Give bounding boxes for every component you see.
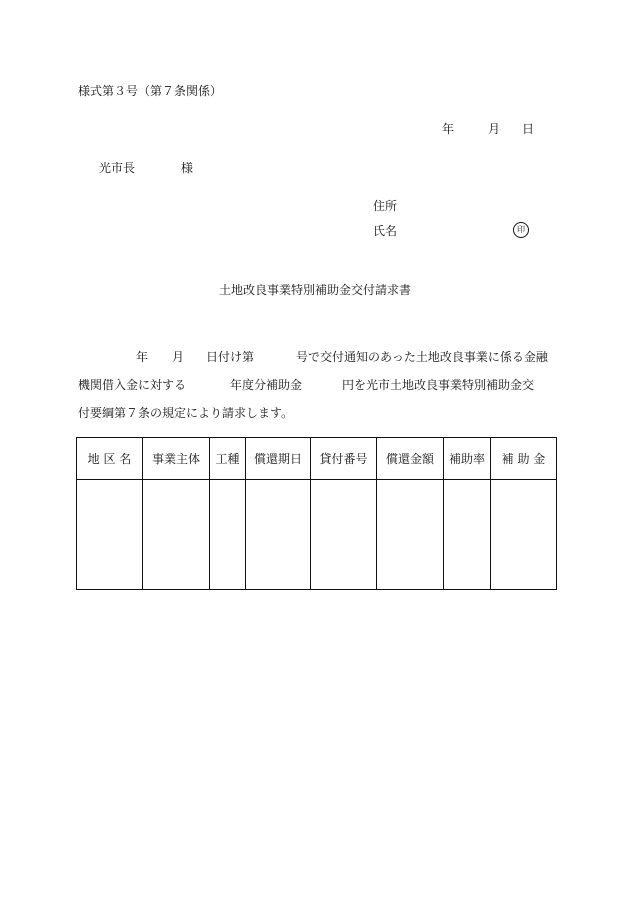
date-line <box>442 122 534 136</box>
header-subsidy-rate: 補助率 <box>444 438 491 480</box>
table-header-row <box>77 438 557 480</box>
cell-subsidy-amount[interactable] <box>491 480 557 590</box>
header-work-type: 工種 <box>210 438 246 480</box>
body-line-2-text: 円を光市土地改良事業特別補助金交 <box>342 378 535 392</box>
cell-repayment-date[interactable] <box>246 480 311 590</box>
form-number: 様式第３号（第７条関係） <box>78 84 223 98</box>
addressee <box>99 161 193 175</box>
address-label: 住所 <box>373 199 398 213</box>
body-date-number-label: 日付け第 <box>206 350 255 364</box>
header-district: 地 区 名 <box>77 438 143 480</box>
date-month-label: 月 <box>488 122 501 136</box>
document-title: 土地改良事業特別補助金交付請求書 <box>218 283 411 297</box>
body-line-1-text: 号で交付通知のあった土地改良事業に係る金融 <box>296 350 548 364</box>
cell-subsidy-rate[interactable] <box>444 480 491 590</box>
body-line-3: 付要綱第７条の規定により請求します。 <box>78 406 294 420</box>
body-fiscal-label: 年度分補助金 <box>230 378 303 392</box>
body-line-1 <box>78 343 558 371</box>
body-line-2-lead: 機関借入金に対する <box>78 378 187 392</box>
request-body <box>78 343 558 427</box>
table-row <box>77 480 557 590</box>
body-year-label: 年 <box>136 350 149 364</box>
cell-project-entity[interactable] <box>143 480 210 590</box>
header-repayment-date: 償還期日 <box>246 438 311 480</box>
header-loan-number: 貸付番号 <box>311 438 377 480</box>
date-year-label: 年 <box>442 122 455 136</box>
addressee-suffix: 様 <box>181 161 194 175</box>
body-month-label: 月 <box>172 350 185 364</box>
header-project-entity: 事業主体 <box>143 438 210 480</box>
header-repayment-amount: 償還金額 <box>377 438 444 480</box>
cell-district[interactable] <box>77 480 143 590</box>
seal-mark: 印 <box>513 222 529 238</box>
subsidy-table <box>76 437 557 590</box>
cell-repayment-amount[interactable] <box>377 480 444 590</box>
addressee-name: 光市長 <box>99 161 136 175</box>
cell-work-type[interactable] <box>210 480 246 590</box>
body-line-2 <box>78 371 558 399</box>
header-subsidy-amount: 補 助 金 <box>491 438 557 480</box>
cell-loan-number[interactable] <box>311 480 377 590</box>
date-day-label: 日 <box>522 122 535 136</box>
name-label: 氏名 <box>373 224 398 238</box>
